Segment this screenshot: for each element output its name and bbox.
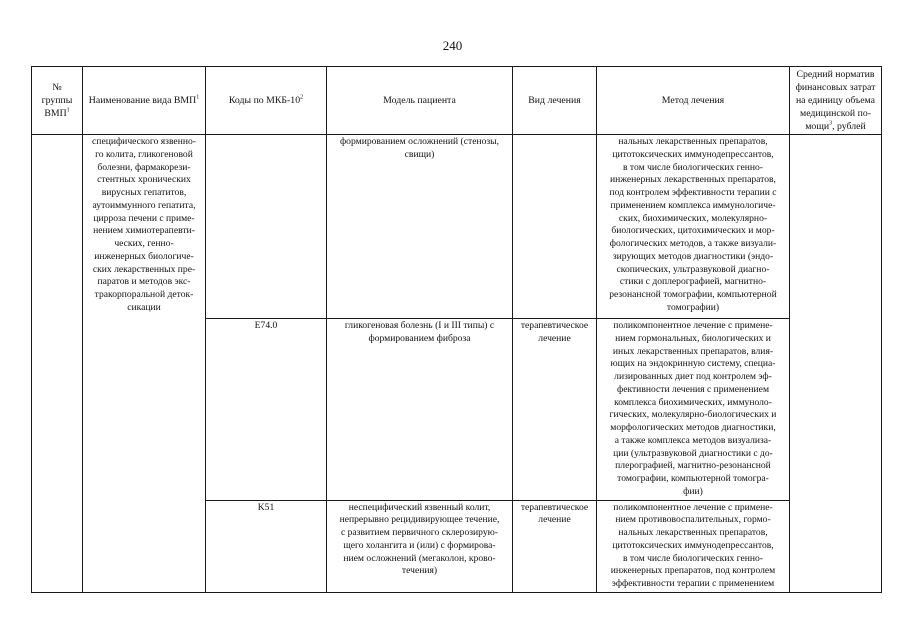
text-line: фологических методов, а также визуали- [609,238,777,250]
text-line: специфического язвенно- [92,136,196,148]
text-line: в том числе биологических генно- [623,552,763,564]
text-line: свищи) [404,148,435,160]
header-group-line: ВМП$^1$ [44,107,70,120]
header-model: Модель пациента [327,67,513,135]
header-group-line: группы [41,95,73,107]
text-line: вирусных гепатитов, [101,187,187,199]
text-line: эффективности терапии с применением [611,578,775,590]
header-cost-line: мощи$^3$, рублей [805,120,866,133]
code-cell: E74.0 [206,319,327,501]
header-name: Наименование вида ВМП$^1$ [83,67,206,135]
header-row [32,67,882,135]
text-line: аутоиммунного гепатита, [92,199,196,211]
text-line: в том числе биологических генно- [623,161,763,173]
text-line: морфологических методов диагностики, [610,422,776,434]
text-line: применением комплекса иммунологиче- [610,199,776,211]
text-line: томографии, компьютерной томогра- [617,473,769,485]
text-line: болезни, фармакорези- [97,161,191,173]
text-line: нением химиотерапевти- [93,225,195,237]
treatment-table [31,66,882,593]
text-line: скопических, ультразвуковой диагно- [616,263,770,275]
code-cell [206,135,327,319]
footnote-mark: 3 [829,120,833,127]
header-cost [790,67,882,135]
text-line: инженерных биологиче- [94,250,194,262]
text-line: ских лекарственных пре- [92,263,196,275]
text-line: нием гормональных, биологических и [615,332,771,344]
text-line: инженерных лекарственных препаратов, [610,174,776,186]
text-line: стентных хронических [97,174,191,186]
text-line: зирующих методов диагностики (эндо- [612,250,774,262]
text-line: лизированных диет под контролем эф- [614,371,772,383]
method-cell [597,319,790,501]
cost-cell [790,135,882,593]
footnote-mark: 2 [300,94,304,101]
text-line: нальных лекарственных препаратов, [618,527,768,539]
text-line: под контролем эффективности терапии с [609,187,777,199]
method-cell [597,135,790,319]
text-line: нием осложнений (мегаколон, крово- [343,552,496,564]
text-line: ских, биохимических, молекулярно- [618,212,768,224]
text-line: терапевтическое [520,501,589,513]
header-method: Метод лечения [597,67,790,135]
header-treatment-type: Вид лечения [513,67,597,135]
text-line: терапевтическое [520,320,589,332]
text-line: лечение [538,332,571,344]
header-cost-line: финансовых затрат [795,82,876,94]
header-group [32,67,83,135]
text-line: плерографией, магнитно-резонансной [615,460,771,472]
text-line: поликомпонентное лечение с примене- [613,501,773,513]
method-cell [597,500,790,592]
text-line: инженерных препаратов, под контролем [610,565,776,577]
text-line: с развитием первичного склерозирую- [340,527,499,539]
text-line: щего холангита и (или) с формирова- [343,539,496,551]
text-line: комплекса биохимических, иммуноло- [614,396,772,408]
footnote-mark: 1 [66,107,70,114]
text-line: ции (ультразвуковой диагностики с до- [613,447,773,459]
text-line: неспецифический язвенный колит, [348,501,491,513]
text-line: течения) [401,565,438,577]
text-line: стики с доплерографией, магнитно- [619,276,767,288]
text-line: сикации [127,301,161,313]
text-line: цитотоксических иммунодепрессантов, [612,539,774,551]
text-line: паратов и методов экс- [97,276,191,288]
text-line: нием противовоспалительных, гормо- [615,514,771,526]
table-row [32,135,882,319]
footnote-mark: 1 [196,94,200,101]
text-line: резонансной томографии, компьютерной [609,289,777,301]
page-number: 240 [442,38,463,53]
text-line: цирроза печени с приме- [93,212,195,224]
model-cell [327,135,513,319]
header-cost-line: на единицу объема [795,95,876,107]
model-cell [327,319,513,501]
name-cell [83,135,206,593]
text-line: нальных лекарственных препаратов, [618,136,768,148]
treatment-type-cell [513,135,597,319]
text-line: формированием осложнений (стенозы, [339,136,500,148]
text-line: формированием фиброза [368,332,471,344]
model-cell [327,500,513,592]
text-line: лечение [538,514,571,526]
text-line: фии) [683,485,703,497]
text-line: биологических, цитохимических и мор- [611,225,775,237]
text-line: цитотоксических иммунодепрессантов, [612,148,774,160]
code-cell: K51 [206,500,327,592]
text-line: го колита, гликогеновой [95,148,193,160]
header-codes: Коды по МКБ-$10^2$ [206,67,327,135]
header-cost-line: медицинской по- [800,108,871,120]
text-line: тракорпоральной деток- [94,289,194,301]
text-line: гических, молекулярно-биологических и [609,409,777,421]
text-line: непрерывно рецидивирующее течение, [339,514,500,526]
text-line: фективности лечения с применением [616,383,770,395]
treatment-type-cell [513,500,597,592]
text-line: ческих, генно- [114,238,174,250]
text-line: поликомпонентное лечение с примене- [613,320,773,332]
group-cell [32,135,83,593]
text-line: а также комплекса методов визуализа- [614,434,772,446]
text-line: томографии) [666,301,720,313]
text-line: иных лекарственных препаратов, влия- [612,345,774,357]
treatment-type-cell [513,319,597,501]
header-cost-line: Средний норматив [796,69,875,80]
text-line: ющих на эндокринную систему, специа- [610,358,776,370]
header-group-line: № [52,82,62,94]
text-line: гликогеновая болезнь (I и III типы) с [344,320,495,332]
